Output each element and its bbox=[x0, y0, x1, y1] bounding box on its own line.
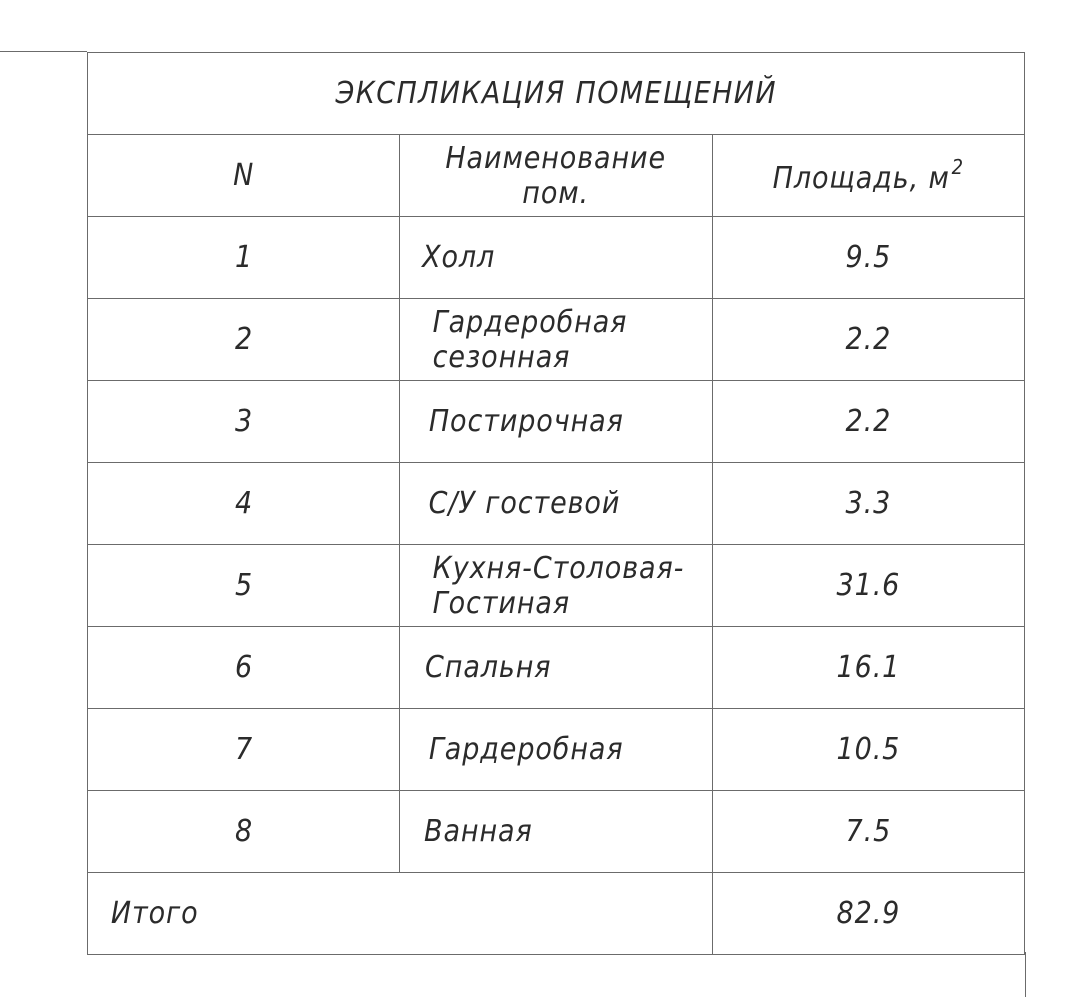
header-row bbox=[88, 135, 1025, 217]
row-name-cell bbox=[400, 381, 712, 463]
title-row bbox=[88, 53, 1025, 135]
row-number: 4 bbox=[234, 486, 253, 521]
header-name-label: Наименование пом. bbox=[445, 140, 667, 211]
table-row bbox=[88, 217, 1025, 299]
row-number-cell bbox=[88, 709, 400, 791]
header-area-label: Площадь, м bbox=[772, 161, 950, 196]
row-name: Кухня-Столовая-Гостиная bbox=[432, 550, 685, 621]
row-area-cell bbox=[712, 709, 1024, 791]
area-unit-superscript: 2 bbox=[951, 155, 964, 179]
row-name-cell bbox=[400, 463, 712, 545]
row-name: Гардеробная bbox=[429, 732, 624, 767]
table-row bbox=[88, 299, 1025, 381]
table-row bbox=[88, 791, 1025, 873]
row-area: 2.2 bbox=[845, 404, 892, 439]
row-name: Постирочная bbox=[429, 404, 625, 439]
row-number-cell bbox=[88, 627, 400, 709]
room-schedule-table bbox=[87, 52, 1025, 955]
row-number-cell bbox=[88, 381, 400, 463]
table-row bbox=[88, 463, 1025, 545]
row-name-cell bbox=[400, 217, 712, 299]
row-area: 31.6 bbox=[836, 568, 901, 603]
row-area: 9.5 bbox=[845, 240, 892, 275]
row-number: 3 bbox=[234, 404, 253, 439]
row-area: 10.5 bbox=[836, 732, 901, 767]
row-number: 8 bbox=[234, 814, 253, 849]
row-name-cell bbox=[400, 709, 712, 791]
row-area-cell bbox=[712, 791, 1024, 873]
row-number: 2 bbox=[234, 322, 253, 357]
total-area-cell bbox=[712, 873, 1024, 955]
header-area-label-wrap bbox=[773, 155, 964, 196]
table-title-cell bbox=[88, 53, 1025, 135]
row-number-cell bbox=[88, 299, 400, 381]
row-area-cell bbox=[712, 545, 1024, 627]
row-area-cell bbox=[712, 627, 1024, 709]
row-area-cell bbox=[712, 299, 1024, 381]
table-row bbox=[88, 627, 1025, 709]
frame-line-top bbox=[0, 51, 87, 52]
total-row bbox=[88, 873, 1025, 955]
frame-line-right bbox=[1025, 952, 1026, 997]
header-number bbox=[88, 135, 400, 217]
row-number: 6 bbox=[234, 650, 253, 685]
row-name: Спальня bbox=[425, 650, 552, 685]
table-row bbox=[88, 709, 1025, 791]
row-name-cell bbox=[400, 627, 712, 709]
row-area: 2.2 bbox=[845, 322, 892, 357]
row-name: С/У гостевой bbox=[428, 486, 621, 521]
table-row bbox=[88, 545, 1025, 627]
row-area: 3.3 bbox=[845, 486, 892, 521]
header-name bbox=[400, 135, 712, 217]
table-row bbox=[88, 381, 1025, 463]
table-title: ЭКСПЛИКАЦИЯ ПОМЕЩЕНИЙ bbox=[335, 76, 777, 111]
room-schedule-sheet bbox=[87, 52, 1025, 952]
row-name: Ванная bbox=[424, 814, 533, 849]
row-number-cell bbox=[88, 463, 400, 545]
header-number-label: N bbox=[233, 158, 255, 193]
row-name: Холл bbox=[422, 240, 496, 275]
row-area-cell bbox=[712, 463, 1024, 545]
total-area: 82.9 bbox=[836, 896, 901, 931]
row-name-cell bbox=[400, 791, 712, 873]
row-area-cell bbox=[712, 381, 1024, 463]
header-area bbox=[712, 135, 1024, 217]
total-label-cell bbox=[88, 873, 713, 955]
row-name-cell bbox=[400, 299, 712, 381]
row-name-cell bbox=[400, 545, 712, 627]
row-name: Гардеробная сезонная bbox=[432, 304, 628, 375]
row-area: 7.5 bbox=[845, 814, 892, 849]
row-number-cell bbox=[88, 217, 400, 299]
row-number-cell bbox=[88, 545, 400, 627]
total-label: Итого bbox=[110, 896, 199, 931]
row-area: 16.1 bbox=[836, 650, 901, 685]
row-number: 7 bbox=[234, 732, 253, 767]
row-area-cell bbox=[712, 217, 1024, 299]
row-number: 1 bbox=[234, 240, 253, 275]
row-number: 5 bbox=[234, 568, 253, 603]
row-number-cell bbox=[88, 791, 400, 873]
